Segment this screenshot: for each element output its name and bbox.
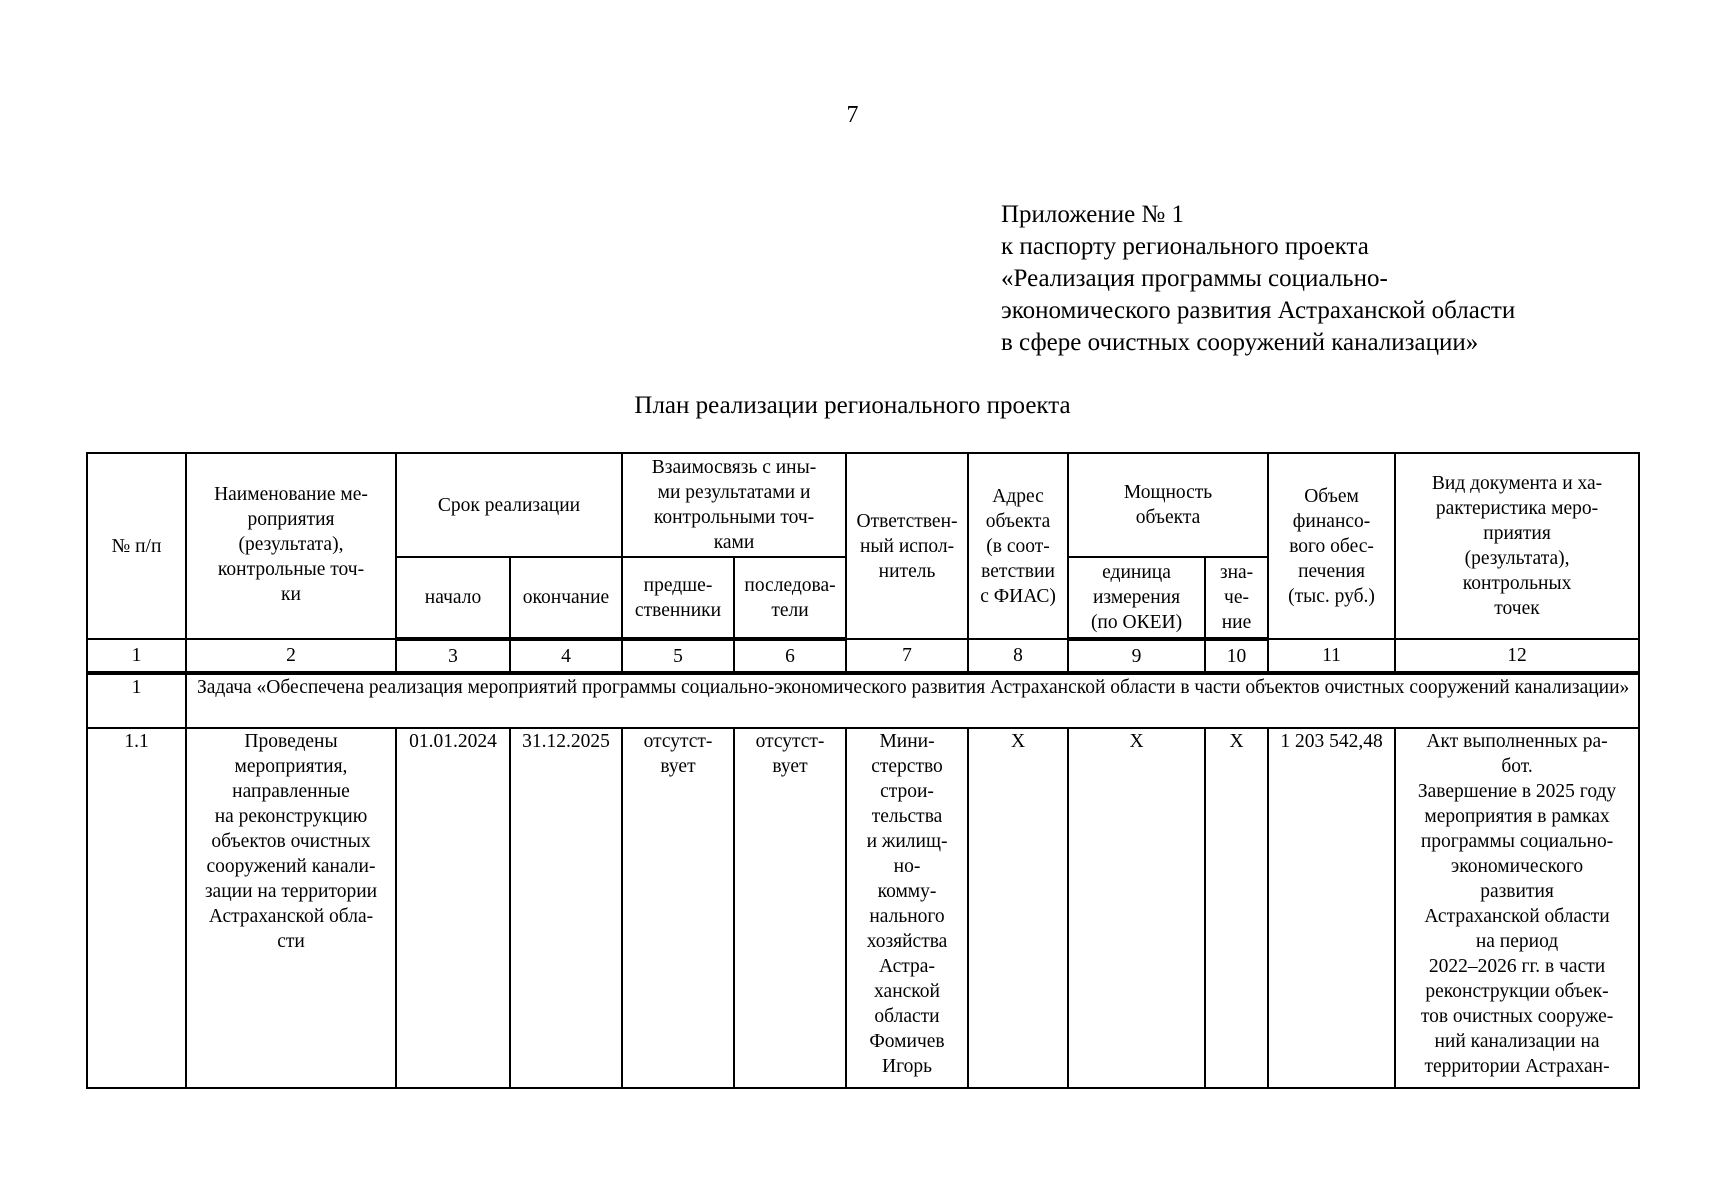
row-responsible: Мини- стерство строи- тельства и жилищ- но- комму- нального хозяйства Астра- ханской области Фомичев Игорь — [846, 728, 968, 1088]
row-description: Акт выполненных ра- бот. Завершение в 2025 году мероприятия в рамках программы социально- экономического развития Астраханской области на период 2022–2026 гг. в части реконструкции объек- тов очистных сооруже- ний канализации на территории Астрахан- — [1395, 728, 1639, 1088]
page-number: 7 — [846, 102, 859, 128]
column-number: 10 — [1205, 639, 1268, 673]
row-start: 01.01.2024 — [396, 728, 510, 1088]
implementation-plan-table — [86, 452, 1640, 1089]
header-rel-next: последова- тели — [734, 557, 846, 639]
header-term: Срок реализации — [396, 453, 622, 557]
row-finance: 1 203 542,48 — [1268, 728, 1395, 1088]
annex-line: в сфере очистных сооружений канализации» — [1001, 329, 1479, 356]
column-number: 8 — [968, 639, 1068, 673]
header-term-start: начало — [396, 557, 510, 639]
column-number: 11 — [1268, 639, 1395, 673]
annex-line: «Реализация программы социально- — [1001, 265, 1388, 292]
column-number: 2 — [186, 639, 396, 673]
header-relation: Взаимосвязь с ины- ми результатами и контрольными точ- ками — [622, 453, 846, 557]
row-unit: X — [1068, 728, 1205, 1088]
row-prev: отсутст- вует — [622, 728, 734, 1088]
header-cap-unit: единица измерения (по ОКЕИ) — [1068, 557, 1205, 639]
header-num: № п/п — [87, 453, 186, 639]
task-row — [87, 673, 1639, 728]
task-num: 1 — [87, 673, 186, 728]
column-number: 12 — [1395, 639, 1639, 673]
annex-heading — [1001, 199, 1515, 359]
column-number: 6 — [734, 639, 846, 673]
header-doc-type: Вид документа и ха- рактеристика меро- приятия (результата), контрольных точек — [1395, 453, 1639, 639]
row-address: X — [968, 728, 1068, 1088]
row-next: отсутст- вует — [734, 728, 846, 1088]
column-number: 4 — [510, 639, 622, 673]
header-name: Наименование ме- роприятия (результата), контрольные точ- ки — [186, 453, 396, 639]
row-end: 31.12.2025 — [510, 728, 622, 1088]
header-term-end: окончание — [510, 557, 622, 639]
column-number: 7 — [846, 639, 968, 673]
plan-title: План реализации регионального проекта — [634, 392, 1071, 419]
column-number: 3 — [396, 639, 510, 673]
row-num: 1.1 — [87, 728, 186, 1088]
row-name: Проведены мероприятия, направленные на реконструкцию объектов очистных сооружений канали- зации на территории Астраханской обла- сти — [186, 728, 396, 1088]
annex-line: экономического развития Астраханской области — [1001, 297, 1516, 324]
header-responsible: Ответствен- ный испол- нитель — [846, 453, 968, 639]
annex-line: Приложение № 1 — [1001, 201, 1185, 228]
column-number: 9 — [1068, 639, 1205, 673]
header-cap-value: зна- че- ние — [1205, 557, 1268, 639]
header-rel-prev: предше- ственники — [622, 557, 734, 639]
header-finance: Объем финансо- вого обес- печения (тыс. руб.) — [1268, 453, 1395, 639]
header-address: Адрес объекта (в соот- ветствии с ФИАС) — [968, 453, 1068, 639]
annex-line: к паспорту регионального проекта — [1001, 233, 1369, 260]
column-number: 1 — [87, 639, 186, 673]
task-text: Задача «Обеспечена реализация мероприятий программы социально-экономического развития Астраханской области в части объектов очистных сооружений канализации» — [186, 673, 1639, 728]
row-value: X — [1205, 728, 1268, 1088]
table-row — [87, 728, 1639, 1088]
column-number: 5 — [622, 639, 734, 673]
header-capacity: Мощность объекта — [1068, 453, 1268, 557]
